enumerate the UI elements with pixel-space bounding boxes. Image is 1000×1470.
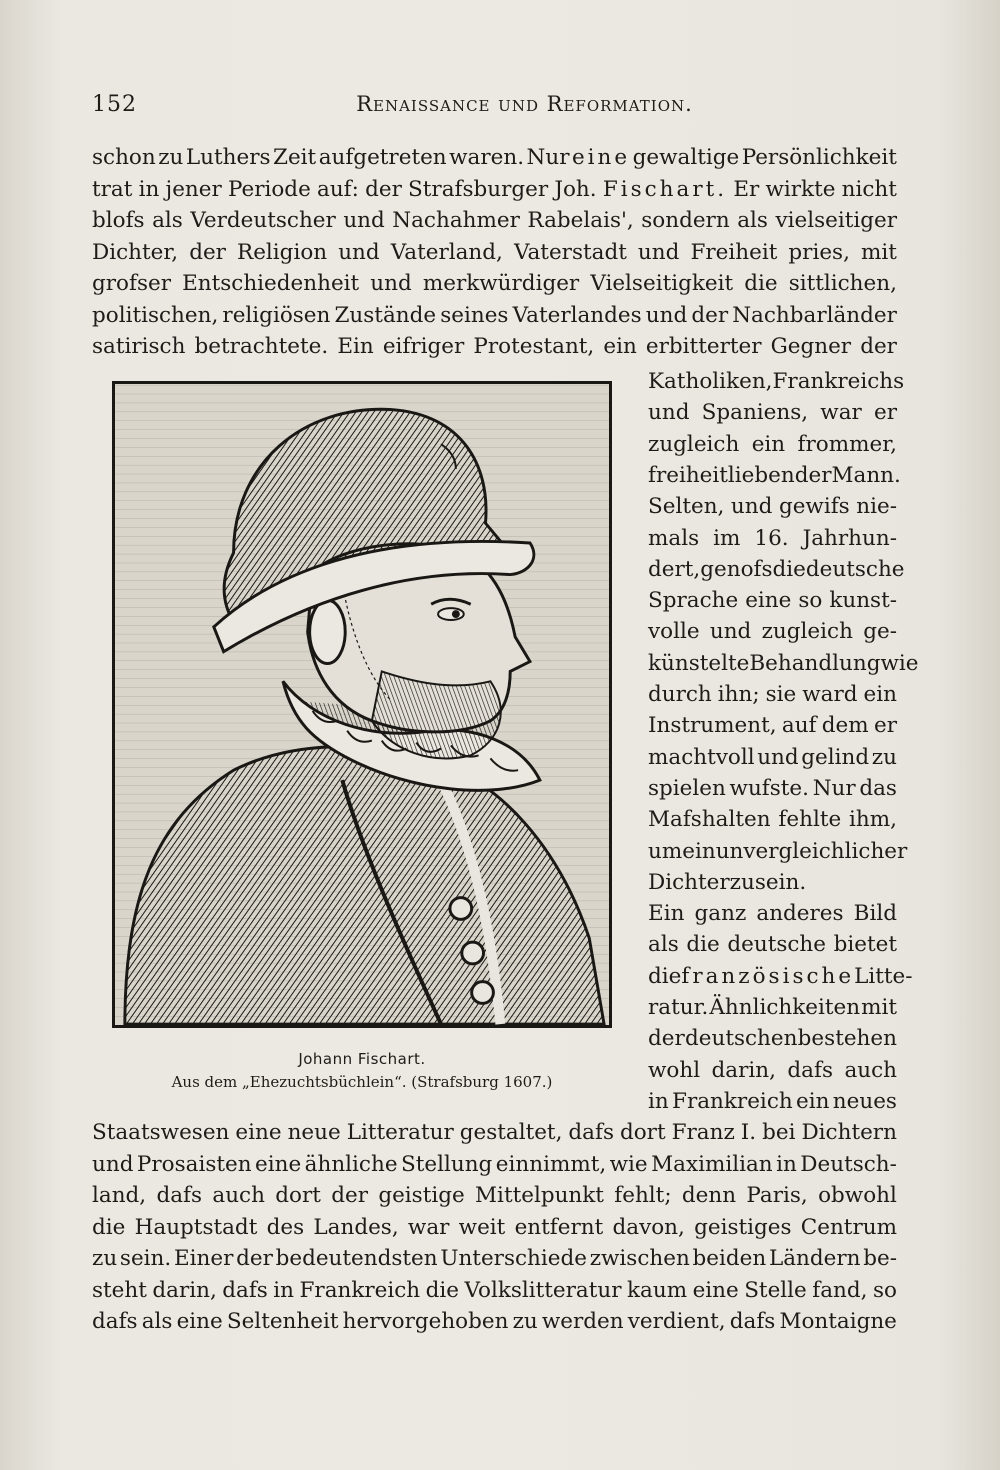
text-line: satirisch betrachtete. Ein eifriger Protestant, ein erbitterter Gegner der: [92, 334, 897, 359]
text-line: mals im 16. Jahrhun-: [648, 525, 897, 551]
text-line: spielen wufste. Nur das: [648, 775, 897, 801]
text-line: in Frankreich ein neues: [648, 1088, 897, 1114]
text-line: Sprache eine so kunst-: [648, 588, 897, 614]
text-line: Staatswesen eine neue Litteratur gestaltet, dafs dort Franz I. bei Dichtern: [92, 1120, 897, 1145]
text-line: die Hauptstadt des Landes, war weit entfernt davon, geistiges Centrum: [92, 1214, 897, 1240]
text-line: Instrument, auf dem er: [648, 713, 897, 739]
text-line: Mafshalten fehlte ihm,: [648, 807, 897, 833]
text-line: durch ihn; sie ward ein: [648, 682, 897, 707]
page-header: [92, 92, 897, 124]
text-line: künstelte Behandlung wie: [648, 650, 919, 676]
portrait-woodcut: [112, 381, 612, 1028]
text-line: zugleich ein frommer,: [648, 431, 897, 457]
text-line: Ein ganz anderes Bild: [648, 901, 897, 927]
text-line: der deutschen bestehen: [648, 1026, 897, 1052]
text-line: und Spaniens, war er: [648, 400, 897, 426]
text-line: schon zu Luthers Zeit aufgetreten waren. Nur eine gewaltige Persönlichkeit: [92, 145, 897, 170]
text-line: dafs als eine Seltenheit hervorgehoben zu werden verdient, dafs Montaigne: [92, 1309, 897, 1334]
text-line: und Prosaisten eine ähnliche Stellung einnimmt, wie Maximilian in Deutsch-: [92, 1151, 897, 1177]
portrait-illustration: [115, 384, 609, 1025]
text-line: Dichter, der Religion und Vaterland, Vaterstadt und Freiheit pries, mit: [92, 239, 897, 265]
figure-caption-name: Johann Fischart.: [298, 1050, 426, 1068]
text-line: um ein unvergleichlicher: [648, 838, 908, 864]
text-line: die französische Litte-: [648, 963, 913, 989]
text-line: trat in jener Periode auf: der Strafsburger Joh. Fischart. Er wirkte nicht: [92, 176, 897, 202]
text-line: land, dafs auch dort der geistige Mittelpunkt fehlt; denn Paris, obwohl: [92, 1183, 897, 1208]
text-line: zu sein. Einer der bedeutendsten Unterschiede zwischen beiden Ländern be-: [92, 1246, 897, 1271]
text-line: machtvoll und gelind zu: [648, 744, 897, 770]
text-line: wohl darin, dafs auch: [648, 1057, 897, 1083]
text-line: politischen, religiösen Zustände seines Vaterlandes und der Nachbarländer: [92, 302, 897, 328]
text-line: ratur. Ähnlichkeiten mit: [648, 995, 897, 1020]
text-line: als die deutsche bietet: [648, 932, 897, 958]
text-line: volle und zugleich ge-: [648, 619, 897, 645]
figure-caption-source: Aus dem „Ehezuchtsbüchlein“. (Strafsburg 1607.): [171, 1073, 553, 1091]
page-number: 152: [92, 92, 137, 117]
text-line: Dichter zu sein.: [648, 869, 807, 895]
text-line: dert, genofs die deutsche: [648, 556, 905, 582]
text-line: Katholiken, Frankreichs: [648, 369, 905, 394]
text-line: freiheitliebender Mann.: [648, 462, 901, 488]
text-line: blofs als Verdeutscher und Nachahmer Rabelais', sondern als vielseitiger: [92, 208, 897, 233]
text-line: steht darin, dafs in Frankreich die Volkslitteratur kaum eine Stelle fand, so: [92, 1277, 897, 1303]
text-line: grofser Entschiedenheit und merkwürdiger Vielseitigkeit die sittlichen,: [92, 271, 897, 296]
text-line: Selten, und gewifs nie-: [648, 494, 897, 520]
running-title: Renaissance und Reformation.: [356, 92, 693, 116]
